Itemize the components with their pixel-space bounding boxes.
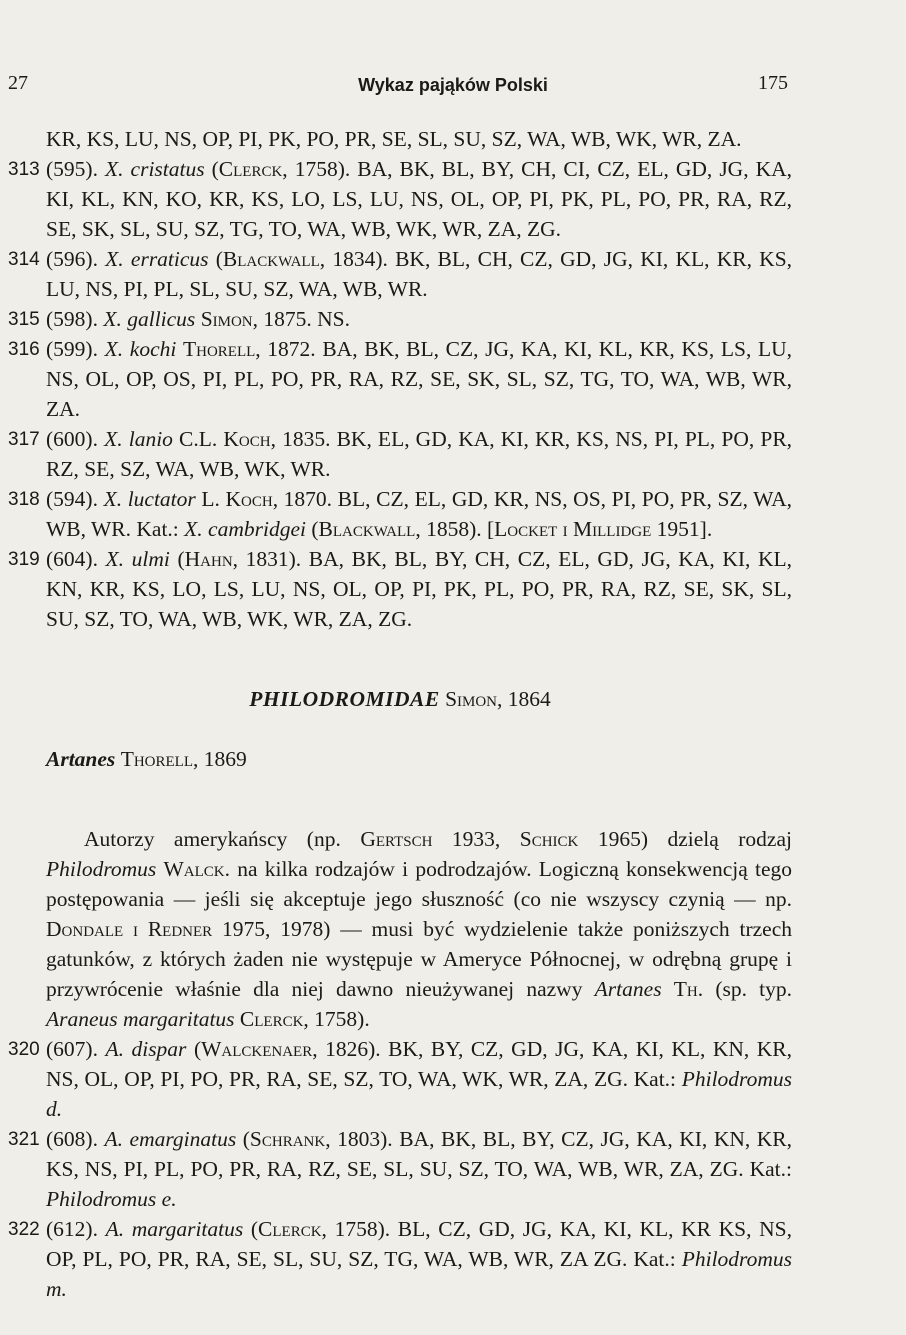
entry-ref: (596). [46, 247, 98, 271]
para-text: na kilka rodzajów i podrodzajów. Logiczną konsekwencją tego postępowania — jeśli się akceptuje jego słuszność (co nie wszyscy czynią — np. [46, 857, 793, 911]
entry-localities: BA, BK, BL, BY, CH, CI, CZ, EL, GD, JG, KA, KI, KL, KN, KO, KR, KS, LO, LS, LU, NS, OL, OP, PI, PK, PL, PO, PR, RA, RZ, SE, SK, SL, SU, SZ, TG, TO, WA, WB, WK, WR, ZA, ZG. [46, 157, 793, 241]
para-author: Th. [673, 977, 704, 1001]
para-text: — musi być wydzielenie także poniższych trzech gatunków, z których żaden nie występuje w Ameryce Północnej, w odrębną grupę i przywrócenie właśnie dla niej dawno nieużywanej nazwy [46, 917, 793, 1001]
running-title: Wykaz pająków Polski [358, 75, 548, 95]
species-entry [8, 304, 792, 334]
species-entry [8, 424, 792, 484]
entry-author: (Blackwall, 1834). [215, 247, 388, 271]
entry-genus: X. [104, 337, 124, 361]
entry-localities: BK, BL, CH, CZ, GD, JG, KI, KL, KR, KS, LU, NS, PI, PL, SL, SU, SZ, WA, WB, WR. [46, 247, 793, 301]
species-entry [8, 1034, 792, 1124]
para-taxon: Araneus margaritatus [46, 1007, 235, 1031]
entry-genus: A. [105, 1037, 124, 1061]
entry-species: emarginatus [129, 1127, 237, 1151]
entry-number: 319 [8, 549, 40, 570]
para-text: dzielą rodzaj [667, 827, 792, 851]
entry-species: ulmi [131, 547, 170, 571]
entry-ref: (612). [46, 1217, 98, 1241]
entry-synonym: Philodromus m. [46, 1247, 793, 1301]
para-author: Walck. [163, 857, 231, 881]
entry-author: Simon, 1875. [200, 307, 312, 331]
entry-synonym: Philodromus d. [46, 1067, 793, 1121]
entry-number: 315 [8, 309, 40, 330]
entry-number: 316 [8, 339, 40, 360]
entry-ref: (599). [46, 337, 98, 361]
family-name: PHILODROMIDAE [249, 687, 440, 711]
entry-author: C.L. Koch, 1835. [179, 427, 331, 451]
entry-localities: BA, BK, BL, BY, CH, CZ, EL, GD, JG, KA, KI, KL, KN, KR, KS, LO, LS, LU, NS, OL, OP, PI, PK, PL, PO, PR, RA, RZ, SE, SK, SL, SU, SZ, TO, WA, WB, WK, WR, ZA, ZG. [46, 547, 793, 631]
para-author: Gertsch 1933, Schick 1965) [360, 827, 649, 851]
species-entry [8, 334, 792, 424]
entry-species: erraticus [130, 247, 209, 271]
species-entry [8, 544, 792, 634]
entry-synonym-author: (Blackwall, 1858). [Locket i Millidge 1951]. [311, 517, 713, 541]
species-entry [8, 484, 792, 544]
entry-author: (Clerck, 1758). [211, 157, 351, 181]
genus-name: Artanes [46, 747, 116, 771]
para-text: Autorzy amerykańscy (np. [84, 827, 341, 851]
entry-species: dispar [131, 1037, 187, 1061]
entry-species: cristatus [130, 157, 205, 181]
para-taxon: Artanes [594, 977, 662, 1001]
entry-author: (Clerck, 1758). [250, 1217, 391, 1241]
species-entry [8, 1214, 792, 1304]
entry-genus: X. [103, 307, 122, 331]
entry-author: Thorell, 1872. [183, 337, 316, 361]
entry-number: 321 [8, 1129, 40, 1150]
continuation-text: KR, KS, LU, NS, OP, PI, PK, PO, PR, SE, SL, SU, SZ, WA, WB, WK, WR, ZA. [46, 127, 742, 151]
entry-species: gallicus [127, 307, 196, 331]
entry-species: luctator [127, 487, 196, 511]
entry-author: (Hahn, 1831). [177, 547, 302, 571]
genus-heading [8, 744, 792, 774]
entry-number: 313 [8, 159, 40, 180]
entry-genus: X. [104, 427, 123, 451]
entry-genus: A. [105, 1217, 125, 1241]
entry-author: (Walckenaer, 1826). [193, 1037, 381, 1061]
entry-author: L. Koch, 1870. [201, 487, 333, 511]
entry-species: margaritatus [131, 1217, 244, 1241]
entry-genus: A. [104, 1127, 123, 1151]
page-body [8, 124, 792, 1304]
entry-synonym: Philodromus e. [46, 1187, 177, 1211]
entry-author: (Schrank, 1803). [242, 1127, 393, 1151]
species-list-artanes [8, 1034, 792, 1304]
entry-synonym-species: cambridgei [208, 517, 306, 541]
genus-paragraph [8, 824, 792, 1034]
para-text: (sp. typ. [715, 977, 793, 1001]
entry-number: 322 [8, 1219, 40, 1240]
para-author: Clerck, 1758). [239, 1007, 370, 1031]
entry-number: 320 [8, 1039, 40, 1060]
entry-genus: X. [105, 247, 124, 271]
entry-localities: BK, BY, CZ, GD, JG, KA, KI, KL, KN, KR, NS, OL, OP, PI, PO, PR, RA, SE, SZ, TO, WA, WK, WR, ZA, ZG. Kat.: [46, 1037, 793, 1091]
entry-genus: X. [104, 157, 124, 181]
entry-ref: (600). [46, 427, 98, 451]
entry-localities: BK, EL, GD, KA, KI, KR, KS, NS, PI, PL, PO, PR, RZ, SE, SZ, WA, WB, WK, WR. [46, 427, 793, 481]
entry-genus: X. [103, 487, 123, 511]
entry-number: 314 [8, 249, 40, 270]
family-author: Simon, 1864 [445, 687, 551, 711]
genus-author: Thorell, 1869 [120, 747, 247, 771]
para-taxon: Philodromus [46, 857, 157, 881]
chapter-number: 27 [8, 72, 28, 94]
entry-number: 318 [8, 489, 40, 510]
entry-ref: (594). [46, 487, 98, 511]
entry-number: 317 [8, 429, 40, 450]
entry-localities: NS. [317, 307, 351, 331]
entry-localities: BL, CZ, EL, GD, KR, NS, OS, PI, PO, PR, SZ, WA, WB, WR. Kat.: [46, 487, 792, 541]
family-heading [8, 684, 792, 714]
page-number: 175 [758, 72, 788, 94]
species-entry [8, 244, 792, 304]
entry-localities: BA, BK, BL, BY, CZ, JG, KA, KI, KN, KR, KS, NS, PI, PL, PO, PR, RA, RZ, SE, SL, SU, SZ, TO, WA, WB, WR, ZA, ZG. Kat.: [46, 1127, 793, 1181]
entry-ref: (598). [46, 307, 98, 331]
species-entry [8, 1124, 792, 1214]
species-entry [8, 154, 792, 244]
entry-species: kochi [129, 337, 177, 361]
entry-synonym-genus: X. [184, 517, 203, 541]
entry-ref: (604). [46, 547, 98, 571]
entry-ref: (595). [46, 157, 98, 181]
entry-localities: BL, CZ, GD, JG, KA, KI, KL, KR KS, NS, OP, PL, PO, PR, RA, SE, SL, SU, SZ, TG, WA, WB, WR, ZA ZG. Kat.: [46, 1217, 792, 1271]
entry-genus: X. [105, 547, 125, 571]
entry-ref: (608). [46, 1127, 98, 1151]
entry-localities: BA, BK, BL, CZ, JG, KA, KI, KL, KR, KS, LS, LU, NS, OL, OP, OS, PI, PL, PO, PR, RA, RZ, SE, SK, SL, SZ, TG, TO, WA, WB, WR, ZA. [46, 337, 793, 421]
entry-species: lanio [128, 427, 173, 451]
species-list-xysticus [8, 154, 792, 634]
entry-ref: (607). [46, 1037, 98, 1061]
para-author: Dondale i Redner 1975, 1978) [46, 917, 331, 941]
